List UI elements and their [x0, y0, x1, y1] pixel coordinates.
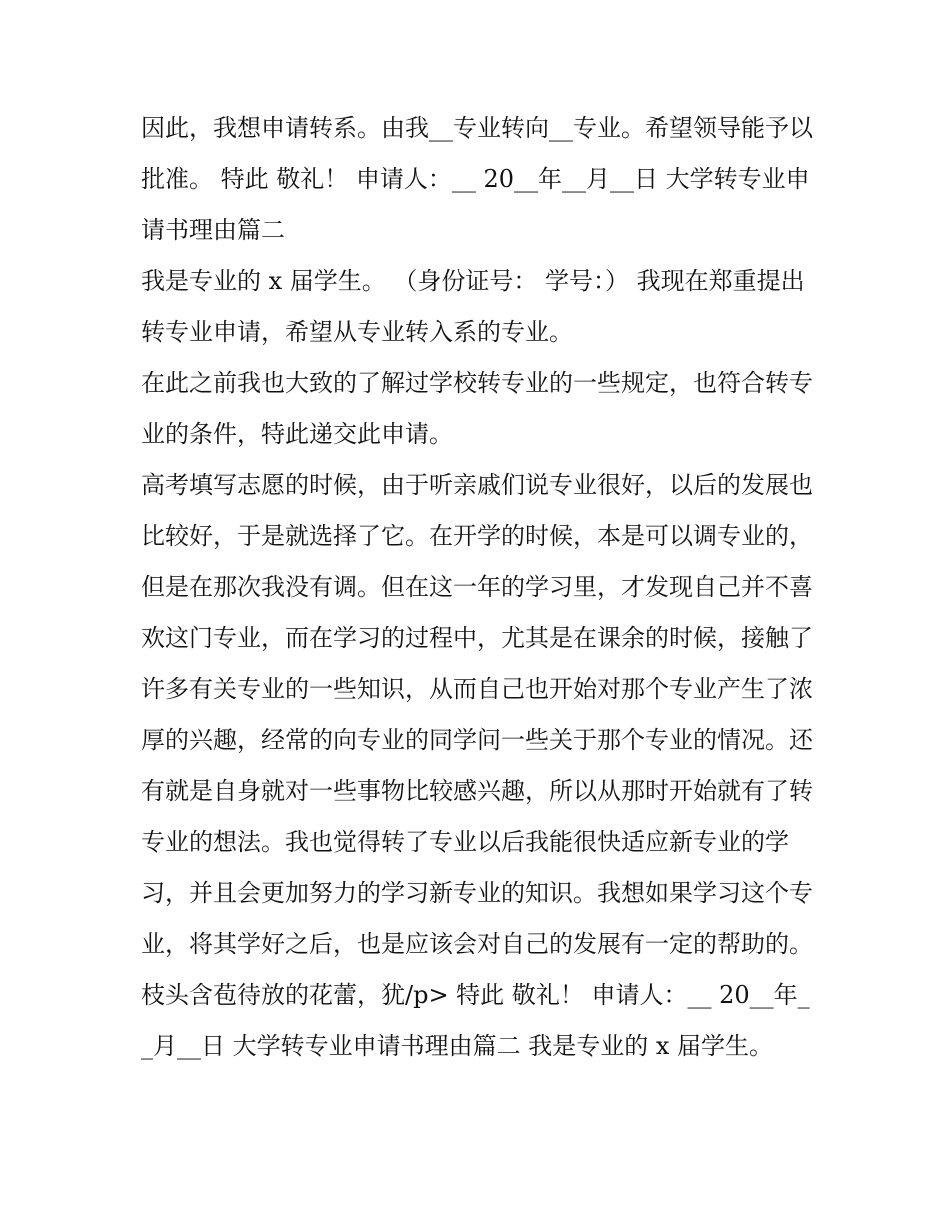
paragraph-closing: 枝头含苞待放的花蕾，犹/p> 特此 敬礼！ 申请人：__ 20__年__月__日 大学转专业申请书理由篇二 我是专业的 x 届学生。: [141, 981, 810, 1060]
paragraph-student-info: 我是专业的 x 届学生。 （身份证号： 学号：） 我现在郑重提出转专业申请，希望从专业转入系的专业。: [141, 267, 805, 346]
paragraph-transfer-request: 因此，我想申请转系。由我__专业转向__专业。希望领导能予以批准。 特此 敬礼！ 申请人：__ 20__年__月__日 大学转专业申请书理由篇二: [141, 114, 813, 244]
paragraph-regulations: 在此之前我也大致的了解过学校转专业的一些规定，也符合转专业的条件，特此递交此申请。: [141, 369, 813, 448]
paragraph-reasons: 高考填写志愿的时候，由于听亲戚们说专业很好，以后的发展也比较好，于是就选择了它。在开学的时候，本是可以调专业的，但是在那次我没有调。但在这一年的学习里，才发现自己并不喜欢这门专业，而在学习的过程中，尤其是在课余的时候，接触了许多有关专业的一些知识，从而自己也开始对那个专业产生了浓厚的兴趣，经常的向专业的同学问一些关于那个专业的情况。还有就是自身就对一些事物比较感兴趣，所以从那时开始就有了转专业的想法。我也觉得转了专业以后我能很快适应新专业的学习，并且会更加努力的学习新专业的知识。我想如果学习这个专业，将其学好之后，也是应该会对自己的发展有一定的帮助的。: [141, 471, 813, 958]
document-body: [141, 103, 821, 1072]
